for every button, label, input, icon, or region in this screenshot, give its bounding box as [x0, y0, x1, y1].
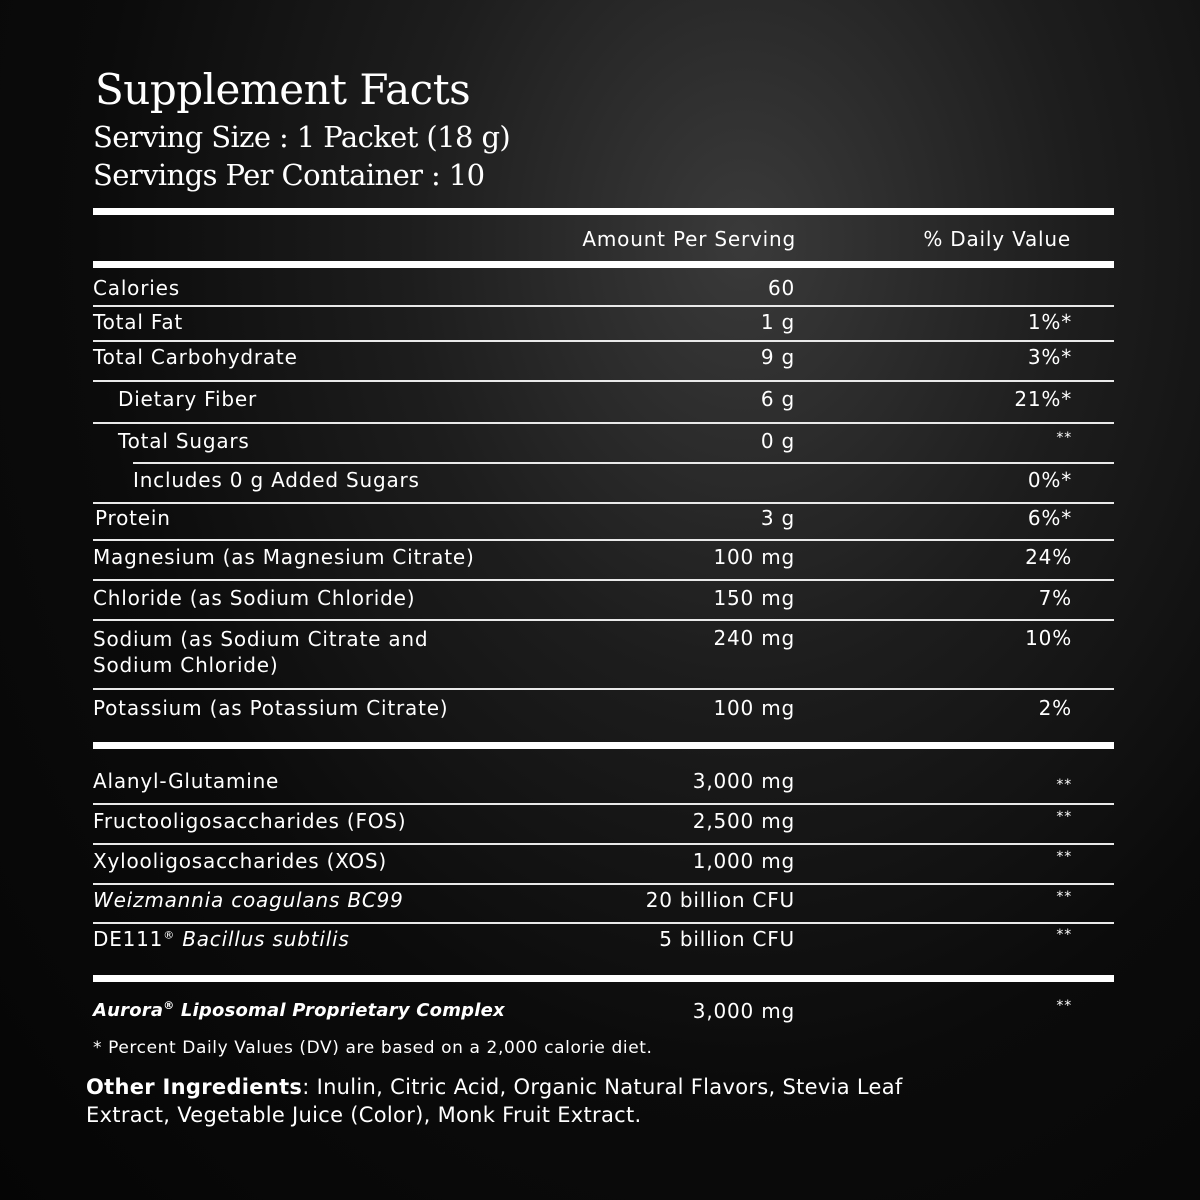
active-name: Weizmannia coagulans BC99	[93, 888, 404, 912]
nutrient-dv: 3%*	[1027, 345, 1072, 369]
nutrient-dv: 6%*	[1027, 506, 1072, 530]
nutrient-amount: 240 mg	[713, 626, 795, 650]
active-amount: 2,500 mg	[692, 809, 795, 833]
thick-divider	[93, 261, 1114, 268]
active-amount: 5 billion CFU	[659, 927, 795, 951]
active-dv: **	[1056, 889, 1072, 905]
serving-size: Serving Size : 1 Packet (18 g)	[93, 120, 511, 154]
complex-brand: Aurora	[93, 1000, 164, 1021]
nutrient-row-magnesium	[93, 541, 1114, 579]
servings-per-container: Servings Per Container : 10	[93, 158, 485, 192]
complex-row-aurora	[93, 982, 1114, 1028]
nutrient-row-added-sugars	[93, 464, 1114, 502]
active-amount: 1,000 mg	[692, 849, 795, 873]
nutrient-row-chloride	[93, 581, 1114, 619]
active-dv: **	[1056, 777, 1072, 793]
active-name-prefix: DE111	[93, 927, 164, 951]
nutrient-dv: 1%*	[1027, 310, 1072, 334]
nutrient-row-total-fat	[93, 307, 1114, 340]
nutrient-name: Protein	[95, 506, 171, 530]
nutrient-name: Total Sugars	[118, 429, 250, 453]
nutrient-name-line1: Sodium (as Sodium Citrate and	[93, 627, 429, 651]
nutrient-row-sodium	[93, 621, 1114, 688]
nutrient-row-dietary-fiber	[93, 382, 1114, 422]
nutrient-amount: 0 g	[760, 429, 795, 453]
other-ingredients	[86, 1073, 916, 1129]
column-header	[93, 215, 1114, 261]
nutrient-row-potassium	[93, 690, 1114, 742]
active-name: Fructooligosaccharides (FOS)	[93, 809, 407, 833]
active-name: Alanyl-Glutamine	[93, 769, 280, 793]
nutrient-dv: 7%	[1038, 586, 1072, 610]
nutrient-dv: 21%*	[1014, 387, 1072, 411]
nutrient-row-calories	[93, 268, 1114, 305]
nutrient-dv: 24%	[1025, 545, 1072, 569]
active-amount: 20 billion CFU	[645, 888, 795, 912]
nutrient-dv: **	[1056, 430, 1072, 446]
panel-title: Supplement Facts	[95, 65, 471, 114]
nutrient-row-total-sugars	[93, 424, 1114, 462]
nutrient-amount: 1 g	[760, 310, 795, 334]
header-amount: Amount Per Serving	[582, 227, 796, 251]
active-row-xos	[93, 845, 1114, 883]
nutrient-name: Calories	[93, 276, 180, 300]
nutrient-name: Potassium (as Potassium Citrate)	[93, 696, 449, 720]
other-ingredients-label: Other Ingredients	[86, 1075, 303, 1099]
nutrient-amount: 150 mg	[713, 586, 795, 610]
active-dv: **	[1056, 927, 1072, 943]
registered-mark: ®	[163, 928, 176, 942]
complex-name	[93, 999, 505, 1021]
thick-divider	[93, 742, 1114, 749]
nutrient-name	[93, 626, 428, 678]
nutrient-amount: 9 g	[760, 345, 795, 369]
active-dv: **	[1056, 809, 1072, 825]
nutrient-row-protein	[93, 504, 1114, 539]
supplement-facts-panel	[93, 62, 1114, 1080]
nutrient-dv: 10%	[1025, 626, 1072, 650]
complex-dv: **	[1056, 998, 1072, 1014]
nutrient-name: Magnesium (as Magnesium Citrate)	[93, 545, 475, 569]
active-dv: **	[1056, 849, 1072, 865]
nutrient-name-line2: Sodium Chloride)	[93, 653, 279, 677]
nutrient-name: Total Fat	[93, 310, 184, 334]
registered-mark: ®	[163, 999, 175, 1012]
nutrient-name: Chloride (as Sodium Chloride)	[93, 586, 416, 610]
active-name	[93, 927, 350, 951]
thick-divider	[93, 208, 1114, 215]
active-name-species: Bacillus subtilis	[182, 927, 350, 951]
nutrient-row-total-carbohydrate	[93, 342, 1114, 380]
active-row-bacillus-subtilis	[93, 924, 1114, 975]
nutrient-name: Dietary Fiber	[118, 387, 258, 411]
nutrient-amount: 3 g	[760, 506, 795, 530]
nutrient-name: Total Carbohydrate	[93, 345, 298, 369]
nutrient-amount: 60	[767, 276, 795, 300]
nutrient-dv: 2%	[1038, 696, 1072, 720]
footnote-daily-values: * Percent Daily Values (DV) are based on a 2,000 calorie diet.	[93, 1038, 653, 1058]
complex-amount: 3,000 mg	[692, 999, 795, 1023]
nutrient-amount: 100 mg	[713, 696, 795, 720]
header-daily-value: % Daily Value	[923, 227, 1071, 251]
thick-divider	[93, 975, 1114, 982]
complex-name-rest: Liposomal Proprietary Complex	[180, 1000, 505, 1021]
active-amount: 3,000 mg	[692, 769, 795, 793]
nutrient-amount: 100 mg	[713, 545, 795, 569]
other-ingredients-text: : Inulin, Citric Acid, Organic Natural Flavors, Stevia Leaf Extract, Vegetable Juice (Color), Monk Fruit Extract.	[86, 1075, 903, 1127]
active-name: Xylooligosaccharides (XOS)	[93, 849, 388, 873]
active-row-weizmannia	[93, 885, 1114, 922]
active-row-alanyl-glutamine	[93, 749, 1114, 803]
active-row-fos	[93, 805, 1114, 843]
nutrient-dv: 0%*	[1027, 468, 1072, 492]
nutrient-amount: 6 g	[760, 387, 795, 411]
nutrient-name: Includes 0 g Added Sugars	[133, 468, 420, 492]
